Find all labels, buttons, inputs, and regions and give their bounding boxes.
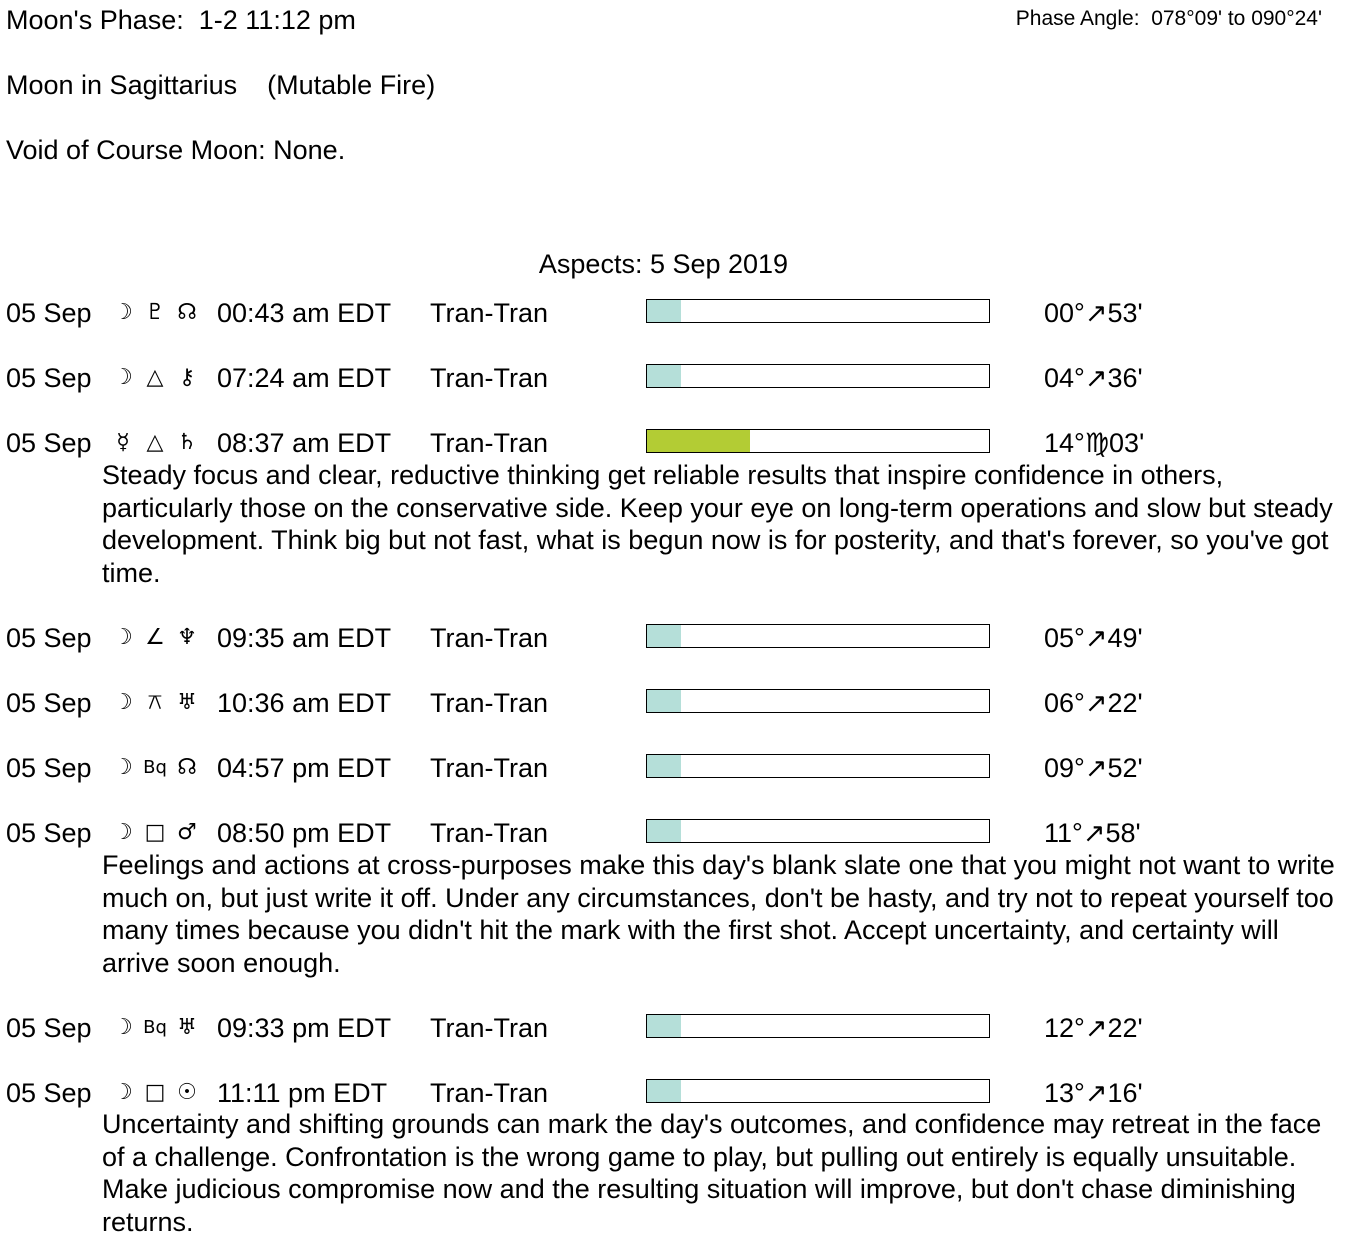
aspect-date: 05 Sep bbox=[6, 428, 92, 458]
mercury-icon: ☿ bbox=[116, 430, 130, 455]
aspect-description: Uncertainty and shifting grounds can mark the day's outcomes, and confidence may retreat in the face of a challenge. Confrontation is the wrong game to play, but pulling out entirely is equally unsuitable. Make judicious compromise now and the resulting situation will improve, but don't chase diminishing returns. bbox=[102, 1109, 1322, 1237]
aspect-type: Tran-Tran bbox=[430, 363, 549, 393]
strength-bar-fill bbox=[647, 300, 681, 322]
aspect-position: 12°↗22' bbox=[1044, 1013, 1143, 1043]
north-node-icon: ☊ bbox=[177, 755, 197, 780]
aspect-position: 09°↗52' bbox=[1044, 753, 1143, 783]
aspect-date: 05 Sep bbox=[6, 753, 92, 783]
chiron-icon: ⚷ bbox=[178, 365, 196, 390]
quincunx-icon: ⚻ bbox=[147, 690, 163, 715]
aspect-date: 05 Sep bbox=[6, 1013, 92, 1043]
pluto-icon: ♇ bbox=[145, 300, 165, 325]
strength-bar-fill bbox=[647, 1080, 681, 1102]
aspect-type: Tran-Tran bbox=[430, 688, 549, 718]
aspect-type: Tran-Tran bbox=[430, 1013, 549, 1043]
saturn-icon: ♄ bbox=[177, 430, 197, 455]
aspect-type: Tran-Tran bbox=[430, 818, 549, 848]
moon-icon: ☽ bbox=[113, 755, 133, 780]
strength-bar-fill bbox=[647, 1015, 681, 1037]
strength-bar bbox=[646, 1014, 990, 1038]
void-of-course: Void of Course Moon: None. bbox=[6, 135, 346, 165]
aspect-time: 08:50 pm EDT bbox=[217, 818, 392, 848]
strength-bar bbox=[646, 429, 990, 453]
aspect-description: Steady focus and clear, reductive thinking get reliable results that inspire confidence in others, particularly those on the conservative side. Keep your eye on long-term operations and slow but steady development. Think big but not fast, what is begun now is for posterity, and that's forever, so you've got time. bbox=[102, 460, 1333, 588]
moon-icon: ☽ bbox=[113, 1015, 133, 1040]
strength-bar-fill bbox=[647, 365, 681, 387]
strength-bar-fill bbox=[647, 625, 681, 647]
aspect-type: Tran-Tran bbox=[430, 753, 549, 783]
aspect-date: 05 Sep bbox=[6, 298, 92, 328]
aspect-time: 04:57 pm EDT bbox=[217, 753, 392, 783]
moon-icon: ☽ bbox=[113, 300, 133, 325]
moon-phase-value: 1-2 11:12 pm bbox=[198, 5, 356, 35]
strength-bar-fill bbox=[647, 430, 750, 452]
aspect-type: Tran-Tran bbox=[430, 623, 549, 653]
moon-sign: Moon in Sagittarius bbox=[6, 70, 238, 100]
square-icon: □ bbox=[144, 1080, 166, 1105]
aspect-position: 14°♍03' bbox=[1044, 428, 1145, 458]
aspect-date: 05 Sep bbox=[6, 688, 92, 718]
strength-bar bbox=[646, 1079, 990, 1103]
moon-phase-line bbox=[6, 4, 356, 36]
strength-bar bbox=[646, 819, 990, 843]
phase-angle-label: Phase Angle: bbox=[1015, 7, 1140, 30]
phase-angle-line bbox=[1016, 7, 1322, 31]
moon-sign-line bbox=[6, 69, 435, 101]
moon-icon: ☽ bbox=[113, 365, 133, 390]
aspect-type: Tran-Tran bbox=[430, 428, 549, 458]
strength-bar bbox=[646, 364, 990, 388]
trine-icon: △ bbox=[146, 430, 164, 455]
aspect-time: 00:43 am EDT bbox=[217, 298, 392, 328]
north-node-icon: ☊ bbox=[177, 300, 197, 325]
semi-square-icon: ∠ bbox=[145, 625, 165, 650]
aspect-position: 05°↗49' bbox=[1044, 623, 1143, 653]
mars-icon: ♂ bbox=[177, 820, 197, 845]
aspect-date: 05 Sep bbox=[6, 818, 92, 848]
moon-icon: ☽ bbox=[113, 690, 133, 715]
aspect-date: 05 Sep bbox=[6, 363, 92, 393]
aspect-description: Feelings and actions at cross-purposes make this day's blank slate one that you might not want to write much on, but just write it off. Under any circumstances, don't be hasty, and try not to repeat yourself too many times because you didn't hit the mark with the first shot. Accept uncertainty, and certainty will arrive soon enough. bbox=[102, 850, 1335, 978]
strength-bar-fill bbox=[647, 755, 681, 777]
aspect-time: 10:36 am EDT bbox=[217, 688, 392, 718]
aspect-date: 05 Sep bbox=[6, 1078, 92, 1108]
aspect-position: 13°↗16' bbox=[1044, 1078, 1143, 1108]
strength-bar bbox=[646, 299, 990, 323]
sun-icon: ☉ bbox=[177, 1080, 197, 1105]
moon-phase-label: Moon's Phase: bbox=[6, 5, 184, 35]
trine-icon: △ bbox=[146, 365, 164, 390]
phase-angle-value: 078°09' to 090°24' bbox=[1151, 7, 1322, 30]
strength-bar bbox=[646, 689, 990, 713]
aspect-type: Tran-Tran bbox=[430, 298, 549, 328]
aspect-type: Tran-Tran bbox=[430, 1078, 549, 1108]
moon-icon: ☽ bbox=[113, 820, 133, 845]
aspect-time: 09:33 pm EDT bbox=[217, 1013, 392, 1043]
aspect-position: 00°↗53' bbox=[1044, 298, 1143, 328]
strength-bar bbox=[646, 754, 990, 778]
strength-bar-fill bbox=[647, 820, 681, 842]
aspect-date: 05 Sep bbox=[6, 623, 92, 653]
aspect-position: 06°↗22' bbox=[1044, 688, 1143, 718]
biquintile-icon: Bq bbox=[143, 757, 167, 778]
biquintile-icon: Bq bbox=[143, 1017, 167, 1038]
neptune-icon: ♆ bbox=[177, 625, 197, 650]
aspect-time: 08:37 am EDT bbox=[217, 428, 392, 458]
aspect-position: 11°↗58' bbox=[1044, 818, 1141, 848]
aspects-title: Aspects: 5 Sep 2019 bbox=[538, 249, 789, 279]
aspect-time: 07:24 am EDT bbox=[217, 363, 392, 393]
aspect-time: 09:35 am EDT bbox=[217, 623, 392, 653]
uranus-icon: ♅ bbox=[177, 1015, 197, 1040]
moon-icon: ☽ bbox=[113, 1080, 133, 1105]
moon-icon: ☽ bbox=[113, 625, 133, 650]
aspect-time: 11:11 pm EDT bbox=[217, 1078, 388, 1108]
strength-bar-fill bbox=[647, 690, 681, 712]
strength-bar bbox=[646, 624, 990, 648]
uranus-icon: ♅ bbox=[177, 690, 197, 715]
square-icon: □ bbox=[144, 820, 166, 845]
moon-sign-element: (Mutable Fire) bbox=[267, 70, 436, 100]
aspect-position: 04°↗36' bbox=[1044, 363, 1143, 393]
